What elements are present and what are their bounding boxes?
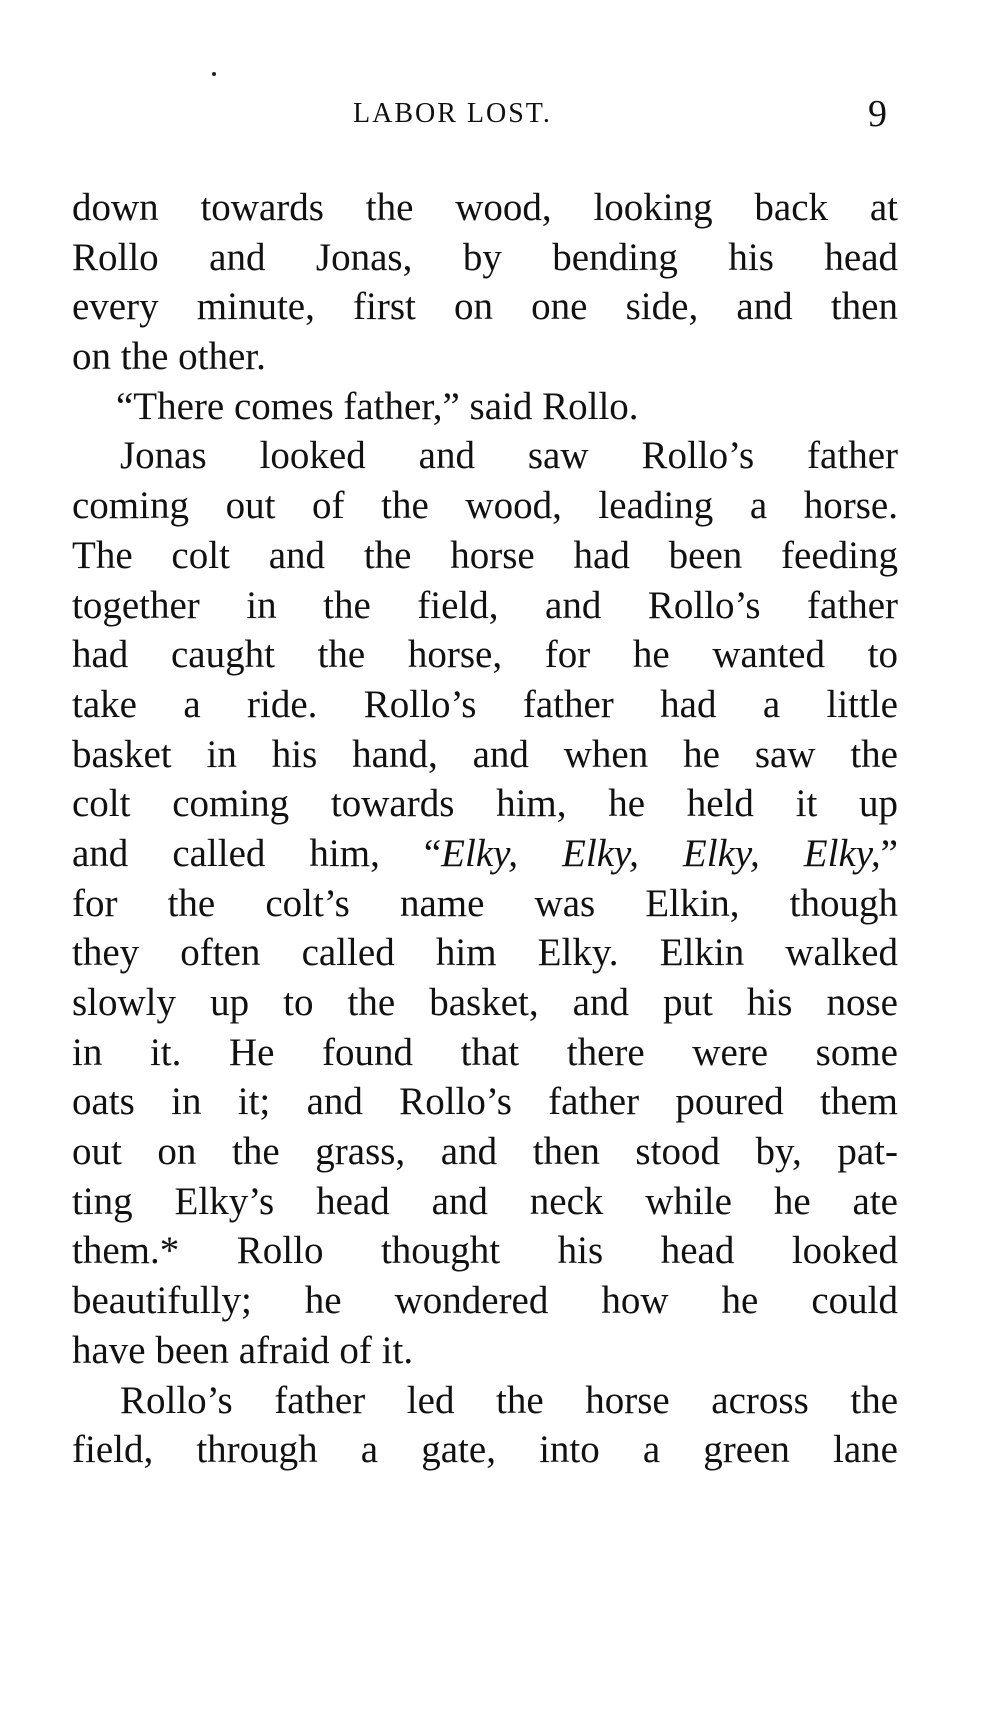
ink-speck [212,72,216,76]
text-line: for the colt’s name was Elkin, though [72,881,898,925]
text-line: had caught the horse, for he wanted to [72,633,898,677]
text-line: beautifully; he wondered how he could [72,1279,898,1323]
text-line: they often called him Elky. Elkin walked [72,931,898,975]
text-line [72,829,898,879]
text-line: “There comes father,” said Rollo. [116,384,639,428]
text-segment: ” [880,831,898,875]
text-line: basket in his hand, and when he saw the [72,732,898,776]
text-line: have been afraid of it. [72,1328,414,1372]
text-line: colt coming towards him, he held it up [72,782,898,826]
text-line: The colt and the horse had been feeding [72,533,898,577]
text-line: out on the grass, and then stood by, pat- [72,1130,898,1174]
body-text [72,183,898,1475]
text-line: in it. He found that there were some [72,1030,898,1074]
text-line: on the other. [72,335,266,379]
text-line: them.* Rollo thought his head looked [72,1229,898,1273]
text-segment: and called him, “ [72,831,442,875]
text-line: coming out of the wood, leading a horse. [72,484,898,528]
text-line: Rollo’s father led the horse across the [120,1378,898,1422]
page-header [0,93,1005,138]
text-line: ting Elky’s head and neck while he ate [72,1179,898,1223]
text-line: field, through a gate, into a green lane [72,1428,898,1472]
running-title: LABOR LOST. [353,98,552,129]
text-line: Rollo and Jonas, by bending his head [72,235,898,279]
italic-text: Elky, Elky, Elky, Elky, [441,831,881,875]
text-line: every minute, first on one side, and then [72,285,898,329]
text-line: together in the field, and Rollo’s father [72,583,898,627]
text-line: oats in it; and Rollo’s father poured them [72,1080,898,1124]
page-number: 9 [868,93,887,135]
text-line: slowly up to the basket, and put his nose [72,981,898,1024]
text-line: down towards the wood, looking back at [72,186,898,229]
text-line: take a ride. Rollo’s father had a little [72,682,898,726]
text-line: Jonas looked and saw Rollo’s father [120,434,898,478]
